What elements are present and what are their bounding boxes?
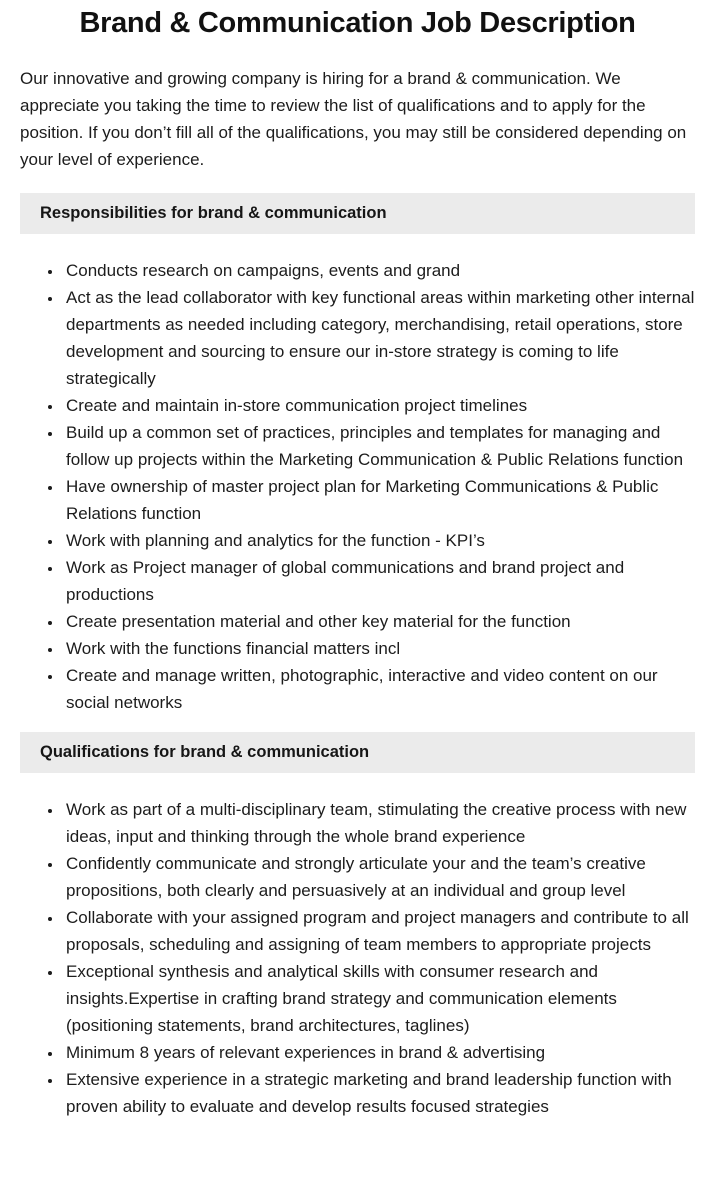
- section-heading: Responsibilities for brand & communication: [40, 203, 387, 222]
- section-heading-bar: [20, 193, 695, 234]
- list-item: • Create and maintain in-store communication project timelines: [63, 392, 695, 419]
- list-item: • Work as part of a multi-disciplinary team, stimulating the creative process with new ideas, input and thinking through the whole brand experience: [63, 796, 695, 850]
- list-item: • Confidently communicate and strongly articulate your and the team’s creative propositions, both clearly and persuasively at an individual and group level: [63, 850, 695, 904]
- list-item: • Have ownership of master project plan for Marketing Communications & Public Relations function: [63, 473, 695, 527]
- sections-container: [20, 193, 695, 1120]
- list-item: • Act as the lead collaborator with key functional areas within marketing other internal departments as needed including category, merchandising, retail operations, store development and sourcing to ensure our in-store strategy is coming to life strategically: [63, 284, 695, 392]
- page-title: Brand & Communication Job Description: [79, 7, 636, 39]
- list-item: • Build up a common set of practices, principles and templates for managing and follow up projects within the Marketing Communication & Public Relations function: [63, 419, 695, 473]
- list-item: • Create presentation material and other key material for the function: [63, 608, 695, 635]
- list-item: • Extensive experience in a strategic marketing and brand leadership function with proven ability to evaluate and develop results focused strategies: [63, 1066, 695, 1120]
- list-item: • Minimum 8 years of relevant experiences in brand & advertising: [63, 1039, 695, 1066]
- section-heading: Qualifications for brand & communication: [40, 742, 370, 761]
- list-item: • Collaborate with your assigned program and project managers and contribute to all proposals, scheduling and assigning of team members to appropriate projects: [63, 904, 695, 958]
- list-item: • Exceptional synthesis and analytical skills with consumer research and insights.Expertise in crafting brand strategy and communication elements (positioning statements, brand architectures, taglines): [63, 958, 695, 1039]
- list-item: • Work as Project manager of global communications and brand project and productions: [63, 554, 695, 608]
- job-section: [20, 193, 695, 716]
- bullet-list: [20, 257, 695, 716]
- job-description-document: [0, 6, 720, 1166]
- list-item: • Work with the functions financial matters incl: [63, 635, 695, 662]
- list-item: • Create and manage written, photographic, interactive and video content on our social networks: [63, 662, 695, 716]
- section-heading-bar: [20, 732, 695, 773]
- list-item: • Conducts research on campaigns, events and grand: [63, 257, 695, 284]
- intro-paragraph: Our innovative and growing company is hiring for a brand & communication. We appreciate you taking the time to review the list of qualifications and to apply for the position. If you don’t fill all of the qualifications, you may still be considered depending on your level of experience.: [20, 68, 687, 169]
- list-item: • Work with planning and analytics for the function - KPI’s: [63, 527, 695, 554]
- job-section: [20, 732, 695, 1120]
- bullet-list: [20, 796, 695, 1120]
